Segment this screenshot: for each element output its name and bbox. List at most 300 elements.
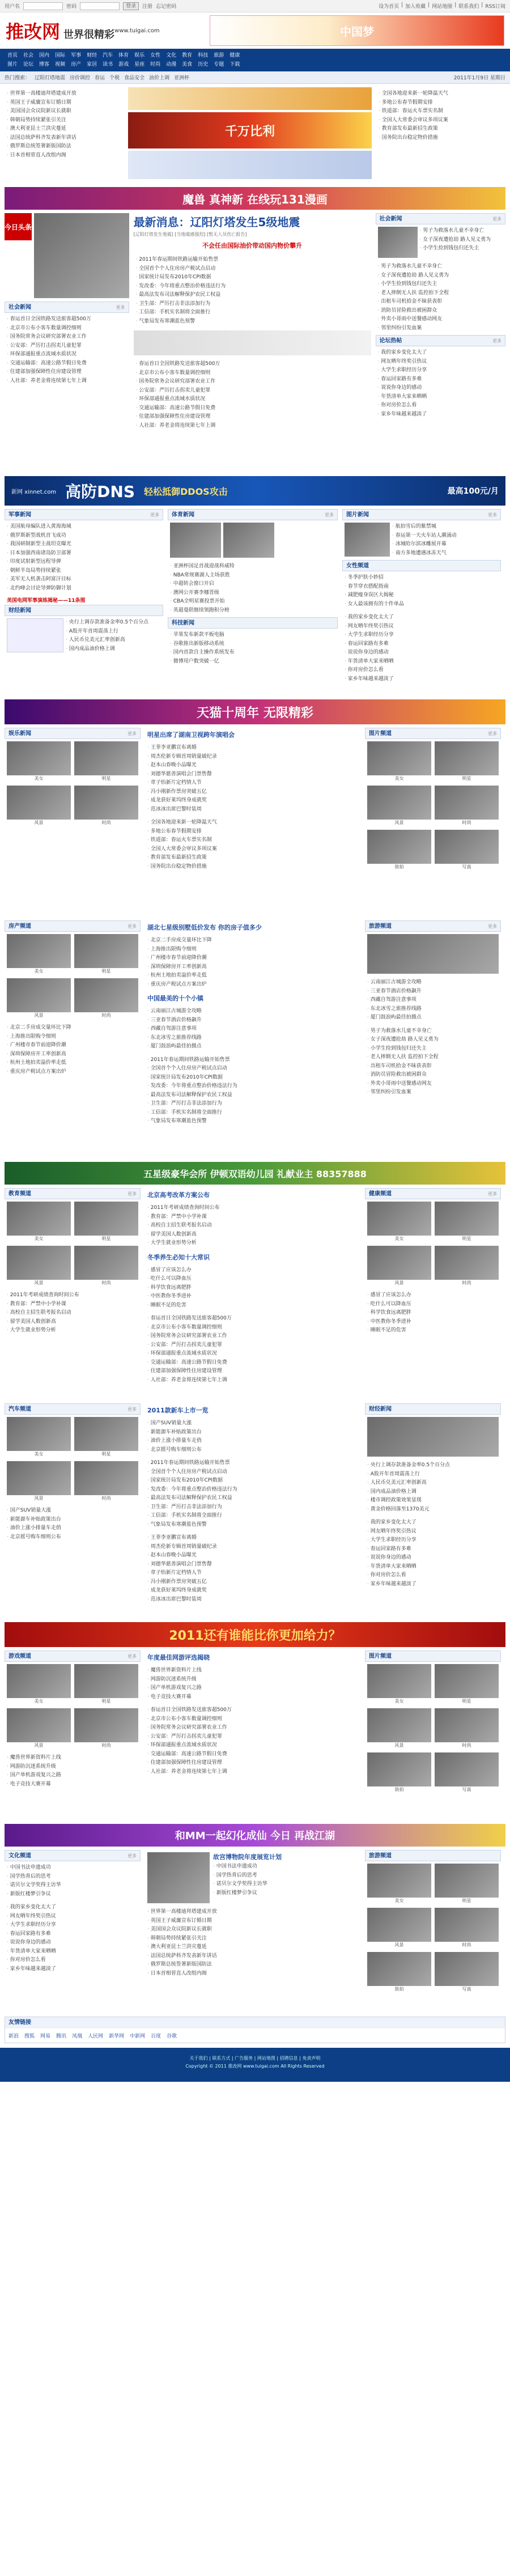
photo-thumb[interactable] bbox=[367, 1202, 431, 1242]
list-item[interactable]: · 网友晒年终奖引热议 bbox=[367, 1527, 499, 1537]
list-item[interactable]: · 魔兽世界新资料片上线 bbox=[147, 1666, 358, 1675]
list-item[interactable]: · 亚洲杯国足首战迎战科威特 bbox=[170, 562, 335, 571]
list-item[interactable]: · 周杰伦新专辑首周销量破纪录 bbox=[147, 1543, 358, 1552]
thumb-caption[interactable]: 时尚 bbox=[462, 820, 471, 825]
photo-thumb[interactable] bbox=[7, 1664, 71, 1705]
list-item[interactable]: · A股开年首周震荡上行 bbox=[66, 627, 161, 636]
list-item[interactable]: · 大学生就业形势分析 bbox=[147, 1239, 358, 1248]
list-item[interactable]: · 诺贝尔文学奖得主访华 bbox=[213, 1880, 358, 1889]
list-item[interactable]: · 成龙获好莱坞终身成就奖 bbox=[147, 796, 358, 805]
edu-head[interactable]: 北京高考改革方案公布 bbox=[147, 1191, 210, 1199]
list-item[interactable]: · 刘德华慈善演唱会门票售罄 bbox=[147, 1560, 358, 1569]
list-item[interactable]: · 北京摇号购车细则公布 bbox=[147, 1446, 358, 1455]
dns-ad-banner[interactable] bbox=[5, 476, 505, 506]
thumb-caption[interactable]: 美女 bbox=[394, 1236, 404, 1241]
list-item[interactable]: · A股开年首周震荡上行 bbox=[367, 1470, 499, 1479]
ent-head[interactable]: 明星出席了湖南卫视跨年演唱会 bbox=[147, 731, 235, 739]
more-link[interactable]: 更多 bbox=[128, 1407, 137, 1412]
hot-word[interactable]: 油价上调 bbox=[149, 75, 170, 81]
top-link[interactable]: RSS订阅 bbox=[485, 4, 505, 10]
list-item[interactable]: · 2011年考研成绩查询时间公布 bbox=[147, 1204, 358, 1213]
red-headline[interactable]: 不会任由国际油价带动国内物价攀升 bbox=[202, 242, 303, 249]
friend-link[interactable]: 网易 bbox=[40, 2034, 51, 2039]
list-item[interactable]: · 三亚春节酒店价格飙升 bbox=[367, 987, 499, 996]
nav-item[interactable]: 国际 bbox=[55, 53, 66, 58]
list-item[interactable]: · 国家统计局发布2010年CPI数据 bbox=[147, 1073, 358, 1083]
list-item[interactable]: · 国务院常务会议研究部署农业工作 bbox=[147, 1724, 358, 1733]
list-item[interactable]: · 冯小刚新作票房突破五亿 bbox=[147, 1578, 358, 1587]
list-item[interactable]: · 全国首个个人住房房产税试点启动 bbox=[147, 1468, 358, 1477]
photo-thumb[interactable] bbox=[7, 934, 71, 975]
list-item[interactable]: · 春运回家路有多难 bbox=[345, 640, 499, 649]
list-item[interactable]: · 大学生求职经历分享 bbox=[378, 366, 503, 375]
nav-item[interactable]: 娱乐 bbox=[134, 53, 145, 58]
nav-item[interactable]: 文化 bbox=[166, 53, 177, 58]
hot-word[interactable]: 房价调控 bbox=[70, 75, 91, 81]
list-item[interactable]: · 人社部：养老金将连续第七年上调 bbox=[136, 422, 369, 431]
thumb-image[interactable] bbox=[74, 978, 138, 1012]
photo-thumb[interactable] bbox=[367, 741, 431, 782]
hot-word[interactable]: 辽阳灯塔地震 bbox=[35, 75, 66, 81]
top-link[interactable]: 联系我们 bbox=[458, 4, 479, 10]
list-item[interactable]: · 公安部：严厉打击拐卖儿童犯罪 bbox=[136, 387, 369, 396]
list-item[interactable]: · 最高法发布司法解释保护农民工权益 bbox=[136, 291, 369, 300]
list-item[interactable]: · 说说你身边的感动 bbox=[378, 384, 503, 393]
list-item[interactable]: · 出租车司机拾金不昧获表彰 bbox=[378, 298, 503, 307]
list-item[interactable]: · 赵本山春晚小品曝光 bbox=[147, 761, 358, 770]
list-item[interactable]: · 全国首个个人住房房产税试点启动 bbox=[136, 265, 369, 274]
thumb-caption[interactable]: 明星 bbox=[101, 1452, 111, 1457]
nav-item[interactable]: 军事 bbox=[71, 53, 82, 58]
list-item[interactable]: · 留学美国人数创新高 bbox=[7, 1318, 138, 1327]
list-item[interactable]: · 留学美国人数创新高 bbox=[147, 1230, 358, 1240]
thumb-image[interactable] bbox=[435, 1708, 499, 1742]
list-item[interactable]: · 北京二手房成交量环比下降 bbox=[147, 936, 358, 945]
list-item[interactable]: · 吃什么可以降血压 bbox=[147, 1275, 358, 1284]
list-item[interactable]: · 世界第一高楼迪拜塔建成开放 bbox=[147, 1908, 358, 1917]
hot-word[interactable]: 食品安全 bbox=[124, 75, 145, 81]
list-item[interactable]: · 环保部通报重点流域水质状况 bbox=[136, 395, 369, 404]
more-link[interactable]: 更多 bbox=[128, 924, 137, 929]
thumb-image[interactable] bbox=[367, 830, 431, 864]
thumb-image[interactable] bbox=[74, 1417, 138, 1451]
photo-thumb[interactable] bbox=[435, 1952, 499, 1993]
nav-item[interactable]: 博客 bbox=[39, 62, 50, 67]
list-item[interactable]: · 印度试射新型远程导弹 bbox=[7, 558, 161, 567]
thumb-caption[interactable]: 风景 bbox=[34, 1280, 44, 1285]
list-item[interactable]: · 全国首个个人住房房产税试点启动 bbox=[147, 1064, 358, 1073]
list-item[interactable]: · 工信部：手机实名制将全面推行 bbox=[147, 1109, 358, 1118]
list-item[interactable]: · 美国国会众议院新议长就职 bbox=[7, 107, 121, 116]
list-item[interactable]: · 北京市公布小客车数量调控细则 bbox=[147, 1323, 358, 1332]
nav-item[interactable]: 首页 bbox=[7, 53, 18, 58]
ad-banner-3[interactable] bbox=[5, 1162, 505, 1185]
header-banner-ad[interactable] bbox=[210, 15, 504, 46]
list-item[interactable]: · 年货清单大家来晒晒 bbox=[367, 1563, 499, 1572]
list-item[interactable]: · 英超曼联继续领跑积分榜 bbox=[170, 606, 335, 616]
list-item[interactable]: · 法国总统萨科齐发表新年讲话 bbox=[7, 134, 121, 143]
list-item[interactable]: · 气象局发布寒潮蓝色预警 bbox=[136, 317, 369, 326]
list-item[interactable]: · 最高法发布司法解释保护农民工权益 bbox=[147, 1494, 358, 1503]
photo-thumb[interactable] bbox=[367, 830, 431, 871]
thumb-caption[interactable]: 街拍 bbox=[394, 1987, 404, 1992]
list-item[interactable]: · 年货清单大家来晒晒 bbox=[7, 1947, 138, 1957]
list-item[interactable]: · 云南丽江古城游全攻略 bbox=[147, 1007, 358, 1016]
thumb-caption[interactable]: 时尚 bbox=[101, 1280, 111, 1285]
more-link[interactable]: 更多 bbox=[492, 338, 502, 343]
nav-item[interactable]: 美食 bbox=[182, 62, 193, 67]
list-item[interactable]: · 环保部通报重点流域水质状况 bbox=[147, 1741, 358, 1750]
thumb-image[interactable] bbox=[7, 934, 71, 968]
more-link[interactable]: 更多 bbox=[128, 1654, 137, 1659]
list-item[interactable]: · 英国王子威廉宣布订婚日期 bbox=[147, 1917, 358, 1926]
list-item[interactable]: · 铁道部：春运火车票实名制 bbox=[379, 107, 499, 116]
list-item[interactable]: · 俄罗斯总统签署新版国防法 bbox=[147, 1960, 358, 1970]
list-item[interactable]: · 全国人大常委会审议多项议案 bbox=[379, 116, 499, 125]
thumb-caption[interactable]: 风景 bbox=[394, 820, 404, 825]
list-item[interactable]: · 章子怡新片定档情人节 bbox=[147, 779, 358, 788]
thumb-image[interactable] bbox=[435, 1952, 499, 1986]
list-item[interactable]: · 教育部发布最新招生政策 bbox=[379, 125, 499, 134]
list-item[interactable]: · 北京摇号购车细则公布 bbox=[7, 1533, 138, 1542]
list-item[interactable]: · 国家统计局发布2010年CPI数据 bbox=[147, 1476, 358, 1486]
photo-thumb[interactable] bbox=[74, 1461, 138, 1502]
more-link[interactable]: 更多 bbox=[488, 1191, 497, 1196]
list-item[interactable]: · 世界第一高楼迪拜塔建成开放 bbox=[7, 90, 121, 99]
list-item[interactable]: · 网友晒年终奖引热议 bbox=[378, 358, 503, 367]
list-item[interactable]: · 微博用户数突破一亿 bbox=[170, 657, 335, 667]
news-photo[interactable] bbox=[378, 227, 418, 258]
thumb-caption[interactable]: 风景 bbox=[34, 1013, 44, 1018]
list-item[interactable]: · 住建部加强保障性住房建设管理 bbox=[7, 368, 127, 377]
ad-banner-5[interactable] bbox=[5, 1824, 505, 1847]
list-item[interactable]: · 我的家乡变化太大了 bbox=[7, 1903, 138, 1912]
thumb-caption[interactable]: 时尚 bbox=[462, 1942, 471, 1947]
list-item[interactable]: · 深圳保障房开工率创新高 bbox=[147, 963, 358, 972]
list-item[interactable]: · 西藏自驾游注意事项 bbox=[147, 1025, 358, 1034]
thumb-caption[interactable]: 明星 bbox=[462, 1699, 471, 1704]
nav-item[interactable]: 健康 bbox=[230, 53, 240, 58]
thumb-image[interactable] bbox=[74, 786, 138, 820]
thumb-caption[interactable]: 时尚 bbox=[101, 820, 111, 825]
house-head[interactable]: 湖北七星级别墅低价发布 你的房子值多少 bbox=[147, 924, 262, 931]
list-item[interactable]: · 谷歌推出新版移动系统 bbox=[170, 640, 335, 649]
list-item[interactable]: · 网游防沉迷系统升级 bbox=[7, 1763, 138, 1772]
thumb-image[interactable] bbox=[435, 1246, 499, 1280]
list-item[interactable]: · 美军无人机袭击阿富汗目标 bbox=[7, 575, 161, 584]
photo-thumb[interactable] bbox=[435, 1752, 499, 1793]
list-item[interactable]: · 中医教你冬季进补 bbox=[367, 1318, 499, 1327]
list-item[interactable]: · 男子为救落水儿童不幸身亡 bbox=[367, 1027, 499, 1036]
footer-links[interactable]: 关于我们 | 联系方式 | 广告服务 | 网站地图 | 招聘信息 | 免责声明 bbox=[189, 2056, 321, 2061]
culture-photo[interactable] bbox=[147, 1852, 210, 1903]
list-item[interactable]: · 冬季护肤小妙招 bbox=[345, 574, 499, 583]
photo-thumb[interactable] bbox=[367, 1952, 431, 1993]
list-item[interactable]: · 国产SUV销量大涨 bbox=[7, 1506, 138, 1516]
more-link[interactable]: 更多 bbox=[150, 512, 159, 517]
list-item[interactable]: · 国产单机游戏复兴之路 bbox=[7, 1771, 138, 1780]
list-item[interactable]: · 工信部：手机实名制将全面推行 bbox=[147, 1512, 358, 1521]
list-item[interactable]: · 三亚春节酒店价格飙升 bbox=[147, 1016, 358, 1025]
thumb-image[interactable] bbox=[435, 1864, 499, 1898]
thumb-caption[interactable]: 明星 bbox=[101, 776, 111, 781]
list-item[interactable]: · 吃什么可以降血压 bbox=[367, 1300, 499, 1309]
photo-thumb[interactable] bbox=[74, 1708, 138, 1749]
military-head[interactable]: 美国电网军事演练揭秘——11条图 bbox=[7, 598, 86, 604]
thumb-caption[interactable]: 时尚 bbox=[462, 1280, 471, 1285]
list-item[interactable]: · 春运首日全国铁路发送旅客超500万 bbox=[7, 315, 127, 324]
list-item[interactable]: · 国务院常务会议研究部署农业工作 bbox=[147, 1332, 358, 1341]
list-item[interactable]: · 中国书法申遗成功 bbox=[213, 1862, 358, 1871]
list-item[interactable]: · 说说你身边的感动 bbox=[7, 1938, 138, 1947]
list-item[interactable]: · 范冰冰出席巴黎时装周 bbox=[147, 1595, 358, 1605]
list-item[interactable]: · 睡眠不足的危害 bbox=[367, 1326, 499, 1335]
photo-thumb[interactable] bbox=[367, 1708, 431, 1749]
thumb-caption[interactable]: 明星 bbox=[462, 1236, 471, 1241]
list-item[interactable]: · 卫生部：严厉打击非法添加行为 bbox=[147, 1100, 358, 1109]
list-item[interactable]: · 交通运输部：高速公路节假日免费 bbox=[7, 359, 127, 368]
list-item[interactable]: · 杭州土地拍卖溢价率走低 bbox=[147, 971, 358, 981]
list-item[interactable]: · 大学生求职经历分享 bbox=[345, 631, 499, 640]
list-item[interactable]: · NBA常规赛湖人主场获胜 bbox=[170, 571, 335, 580]
ad-banner-2[interactable] bbox=[5, 699, 505, 724]
more-link[interactable]: 更多 bbox=[128, 1853, 137, 1858]
thumb-caption[interactable]: 美女 bbox=[394, 776, 404, 781]
friend-link[interactable]: 百度 bbox=[151, 2034, 162, 2039]
list-item[interactable]: · 广州楼市春节前迎降价潮 bbox=[7, 1041, 138, 1050]
nav-item[interactable]: 视频 bbox=[55, 62, 66, 67]
list-item[interactable]: · 网游防沉迷系统升级 bbox=[147, 1675, 358, 1684]
friend-link[interactable]: 搜狐 bbox=[24, 2034, 35, 2039]
list-item[interactable]: · 2011年春运期间铁路运输开始售票 bbox=[136, 256, 369, 265]
list-item[interactable]: · 央行上调存款准备金率0.5个百分点 bbox=[367, 1461, 499, 1470]
list-item[interactable]: · 家乡年味越来越淡了 bbox=[345, 675, 499, 684]
list-item[interactable]: · 云南丽江古城游全攻略 bbox=[367, 978, 499, 987]
culture-head[interactable]: 故宫博物院年度展览计划 bbox=[213, 1853, 282, 1861]
top-link[interactable]: 加入收藏 bbox=[405, 4, 426, 10]
list-item[interactable]: · 人社部：养老金将连续第七年上调 bbox=[7, 377, 127, 386]
list-item[interactable]: · 2011年春运期间铁路运输开始售票 bbox=[147, 1056, 358, 1065]
top-link[interactable]: 设为首页 bbox=[379, 4, 400, 10]
list-item[interactable]: · 油价上涨小排量车走俏 bbox=[147, 1437, 358, 1446]
list-item[interactable]: · 工信部：手机实名制将全面推行 bbox=[136, 308, 369, 317]
list-item[interactable]: · 新版红楼梦引争议 bbox=[7, 1890, 138, 1899]
list-item[interactable]: · 章子怡新片定档情人节 bbox=[147, 1569, 358, 1578]
thumb-caption[interactable]: 美女 bbox=[34, 1452, 44, 1457]
photo-thumb[interactable] bbox=[7, 1417, 71, 1458]
thumb-image[interactable] bbox=[7, 741, 71, 775]
list-item[interactable]: · 年货清单大家来晒晒 bbox=[378, 393, 503, 402]
list-item[interactable]: · 魔兽世界新资料片上线 bbox=[7, 1754, 138, 1763]
list-item[interactable]: · 国学热背后的思考 bbox=[213, 1871, 358, 1881]
list-item[interactable]: · 新能源车补贴政策出台 bbox=[7, 1516, 138, 1525]
nav-item[interactable]: 财经 bbox=[87, 53, 97, 58]
list-item[interactable]: · 交通运输部：高速公路节假日免费 bbox=[147, 1359, 358, 1368]
list-item[interactable]: · 交通运输部：高速公路节假日免费 bbox=[147, 1750, 358, 1759]
list-item[interactable]: · 大学生求职经历分享 bbox=[367, 1536, 499, 1545]
list-item[interactable]: · 新版红楼梦引争议 bbox=[213, 1889, 358, 1898]
list-item[interactable]: · 国内成品油价格上调 bbox=[367, 1488, 499, 1497]
sports-photo[interactable] bbox=[223, 523, 274, 558]
list-item[interactable]: · 环保部通报重点流域水质状况 bbox=[147, 1349, 358, 1359]
forgot-link[interactable]: 忘记密码 bbox=[156, 4, 177, 10]
list-item[interactable]: · 科学饮食远离肥胖 bbox=[147, 1284, 358, 1293]
thumb-caption[interactable]: 街拍 bbox=[394, 1787, 404, 1792]
list-item[interactable]: · 网友晒年终奖引热议 bbox=[7, 1912, 138, 1921]
list-item[interactable]: · 楼市调控政策效果显现 bbox=[367, 1496, 499, 1505]
list-item[interactable]: · 美国国会众议院新议长就职 bbox=[147, 1925, 358, 1934]
list-item[interactable]: · 上海推出限购令细则 bbox=[147, 945, 358, 954]
nav-item[interactable]: 星座 bbox=[134, 62, 145, 67]
list-item[interactable]: · 感冒了应该怎么办 bbox=[147, 1266, 358, 1275]
list-item[interactable]: · 国务院常务会议研究部署农业工作 bbox=[136, 377, 369, 387]
list-item[interactable]: · 感冒了应该怎么办 bbox=[367, 1291, 499, 1300]
photo-thumb[interactable] bbox=[435, 741, 499, 782]
list-item[interactable]: · 2011年考研成绩查询时间公布 bbox=[7, 1291, 138, 1300]
list-item[interactable]: · 我的家乡变化太大了 bbox=[345, 613, 499, 622]
photo-thumb[interactable] bbox=[435, 1246, 499, 1287]
list-item[interactable]: · 英国王子威廉宣布订婚日期 bbox=[7, 99, 121, 108]
list-item[interactable]: · 小学生捡到钱包归还失主 bbox=[378, 280, 503, 289]
list-item[interactable]: · 东北冰雪之旅推荐线路 bbox=[147, 1034, 358, 1043]
list-item[interactable]: · 王菲李亚鹏宣布离婚 bbox=[147, 1534, 358, 1543]
thumb-caption[interactable]: 时尚 bbox=[101, 1496, 111, 1501]
sports-photo[interactable] bbox=[170, 523, 221, 558]
list-item[interactable]: · 航拍雪后的紫禁城 bbox=[392, 523, 499, 532]
list-item[interactable]: · 全国各地迎来新一轮降温天气 bbox=[147, 818, 358, 827]
thumb-caption[interactable]: 美女 bbox=[394, 1898, 404, 1903]
list-item[interactable]: · 出租车司机拾金不昧获表彰 bbox=[367, 1062, 499, 1071]
travel-photo[interactable] bbox=[367, 934, 499, 974]
photo-thumb[interactable] bbox=[435, 830, 499, 871]
thumb-image[interactable] bbox=[7, 978, 71, 1012]
list-item[interactable]: · 家乡年味越来越淡了 bbox=[367, 1580, 499, 1589]
list-item[interactable]: · 女子深夜遭抢劫 路人见义勇为 bbox=[420, 236, 503, 245]
travel-head[interactable]: 中国最美的十个小镇 bbox=[147, 995, 203, 1002]
list-item[interactable]: · 澳大利亚昆士兰洪灾蔓延 bbox=[7, 125, 121, 134]
username-input[interactable] bbox=[23, 2, 63, 10]
list-item[interactable]: · 女子深夜遭抢劫 路人见义勇为 bbox=[378, 271, 503, 281]
list-item[interactable]: · 苹果发布新款平板电脑 bbox=[170, 631, 335, 640]
list-item[interactable]: · 电子竞技大赛开幕 bbox=[147, 1693, 358, 1702]
list-item[interactable]: · 春节穿衣搭配指南 bbox=[345, 583, 499, 592]
list-item[interactable]: · 老人摔倒无人扶 监控拍下全程 bbox=[378, 289, 503, 298]
thumb-caption[interactable]: 明星 bbox=[101, 969, 111, 974]
photo-thumb[interactable] bbox=[435, 1664, 499, 1705]
list-item[interactable]: · 网友晒年终奖引热议 bbox=[345, 622, 499, 631]
list-item[interactable]: · 日本加强西南诸岛防卫部署 bbox=[7, 549, 161, 558]
thumb-image[interactable] bbox=[367, 1952, 431, 1986]
headline-sub[interactable]: [辽阳灯塔发生地震] [当地震感强烈] [暂无人员伤亡报告] bbox=[133, 232, 247, 237]
list-item[interactable]: · 小学生捡到钱包归还失主 bbox=[367, 1045, 499, 1054]
more-link[interactable]: 更多 bbox=[488, 924, 497, 929]
thumb-caption[interactable]: 写真 bbox=[462, 1787, 471, 1792]
list-item[interactable]: · 赵本山春晚小品曝光 bbox=[147, 1551, 358, 1560]
nav-item[interactable]: 家居 bbox=[87, 62, 97, 67]
thumb-caption[interactable]: 风景 bbox=[34, 1496, 44, 1501]
nav-item[interactable]: 女性 bbox=[150, 53, 161, 58]
list-item[interactable]: · 男子为救落水儿童不幸身亡 bbox=[420, 227, 503, 236]
list-item[interactable]: · 睡眠不足的危害 bbox=[147, 1301, 358, 1310]
thumb-caption[interactable]: 时尚 bbox=[101, 1743, 111, 1748]
photo-thumb[interactable] bbox=[367, 786, 431, 826]
list-item[interactable]: · 多地公布春节假期安排 bbox=[147, 827, 358, 837]
thumb-image[interactable] bbox=[7, 1202, 71, 1236]
list-item[interactable]: · 你对房价怎么看 bbox=[7, 1956, 138, 1965]
list-item[interactable]: · 电子竞技大赛开幕 bbox=[7, 1780, 138, 1789]
more-link[interactable]: 更多 bbox=[492, 217, 502, 222]
list-item[interactable]: · 春运首日全国铁路发送旅客超500万 bbox=[136, 360, 369, 369]
thumb-caption[interactable]: 美女 bbox=[394, 1699, 404, 1704]
more-link[interactable]: 更多 bbox=[128, 731, 137, 736]
list-item[interactable]: · 家乡年味越来越淡了 bbox=[7, 1965, 138, 1974]
thumb-caption[interactable]: 风景 bbox=[394, 1942, 404, 1947]
photo-thumb[interactable] bbox=[74, 1246, 138, 1287]
list-item[interactable]: · 俄罗斯总统签署新版国防法 bbox=[7, 142, 121, 151]
thumb-image[interactable] bbox=[7, 1246, 71, 1280]
list-item[interactable]: · 大学生就业形势分析 bbox=[7, 1326, 138, 1335]
ad-banner-4[interactable] bbox=[5, 1622, 505, 1647]
photo-thumb[interactable] bbox=[7, 786, 71, 826]
thumb-image[interactable] bbox=[367, 786, 431, 820]
thumb-image[interactable] bbox=[367, 1246, 431, 1280]
list-item[interactable]: · 周杰伦新专辑首周销量破纪录 bbox=[147, 753, 358, 762]
thumb-image[interactable] bbox=[74, 1664, 138, 1698]
thumb-caption[interactable]: 时尚 bbox=[462, 1743, 471, 1748]
photo-thumb[interactable] bbox=[435, 1864, 499, 1904]
ad-banner-1[interactable] bbox=[5, 187, 505, 210]
photo-thumb[interactable] bbox=[7, 1461, 71, 1502]
nav-item[interactable]: 科技 bbox=[198, 53, 209, 58]
list-item[interactable]: · 美国航母编队进入黄海海域 bbox=[7, 523, 161, 532]
list-item[interactable]: · 年货清单大家来晒晒 bbox=[345, 657, 499, 667]
photo-thumb[interactable] bbox=[367, 1864, 431, 1904]
thumb-image[interactable] bbox=[74, 741, 138, 775]
list-item[interactable]: · 国内成品油价格上调 bbox=[66, 645, 161, 654]
list-item[interactable]: · 韩朝局势持续紧张引关注 bbox=[147, 1934, 358, 1943]
friend-link[interactable]: 新浪 bbox=[8, 2034, 19, 2039]
list-item[interactable]: · 国务院常务会议研究部署农业工作 bbox=[7, 333, 127, 342]
thumb-image[interactable] bbox=[367, 1708, 431, 1742]
list-item[interactable]: · 春运回家路有多难 bbox=[7, 1930, 138, 1939]
photo-thumb[interactable] bbox=[74, 1202, 138, 1242]
photo-thumb[interactable] bbox=[74, 1664, 138, 1705]
list-item[interactable]: · 春运回家路有多难 bbox=[367, 1545, 499, 1554]
thumb-image[interactable] bbox=[74, 934, 138, 968]
list-item[interactable]: · 气象局发布寒潮蓝色预警 bbox=[147, 1117, 358, 1126]
list-item[interactable]: · 人民币兑美元汇率创新高 bbox=[367, 1479, 499, 1488]
list-item[interactable]: · 外卖小哥雨中送餐感动网友 bbox=[378, 315, 503, 324]
list-item[interactable]: · 卫生部：严厉打击非法添加行为 bbox=[136, 300, 369, 309]
list-item[interactable]: · 发改委：今年将重点整治价格违法行为 bbox=[136, 282, 369, 291]
list-item[interactable]: · 春运首日全国铁路发送旅客超500万 bbox=[147, 1314, 358, 1323]
more-link[interactable]: 更多 bbox=[488, 731, 497, 736]
nav-item[interactable]: 游戏 bbox=[118, 62, 129, 67]
list-item[interactable]: · 人社部：养老金将连续第七年上调 bbox=[147, 1768, 358, 1777]
nav-item[interactable]: 体育 bbox=[118, 53, 129, 58]
photo-thumb[interactable] bbox=[435, 1908, 499, 1949]
list-item[interactable]: · 人民币兑美元汇率创新高 bbox=[66, 636, 161, 645]
list-item[interactable]: · 诺贝尔文学奖得主访华 bbox=[7, 1881, 138, 1890]
thumb-image[interactable] bbox=[367, 1664, 431, 1698]
thumb-image[interactable] bbox=[7, 1708, 71, 1742]
list-item[interactable]: · 高校自主招生联考报名启动 bbox=[147, 1221, 358, 1230]
list-item[interactable]: · 女人最该拥有的十件单品 bbox=[345, 600, 499, 609]
list-item[interactable]: · 发改委：今年将重点整治价格违法行为 bbox=[147, 1486, 358, 1495]
nav-item[interactable]: 专题 bbox=[214, 62, 224, 67]
nav-item[interactable]: 房产 bbox=[71, 62, 82, 67]
thumb-image[interactable] bbox=[74, 1461, 138, 1495]
